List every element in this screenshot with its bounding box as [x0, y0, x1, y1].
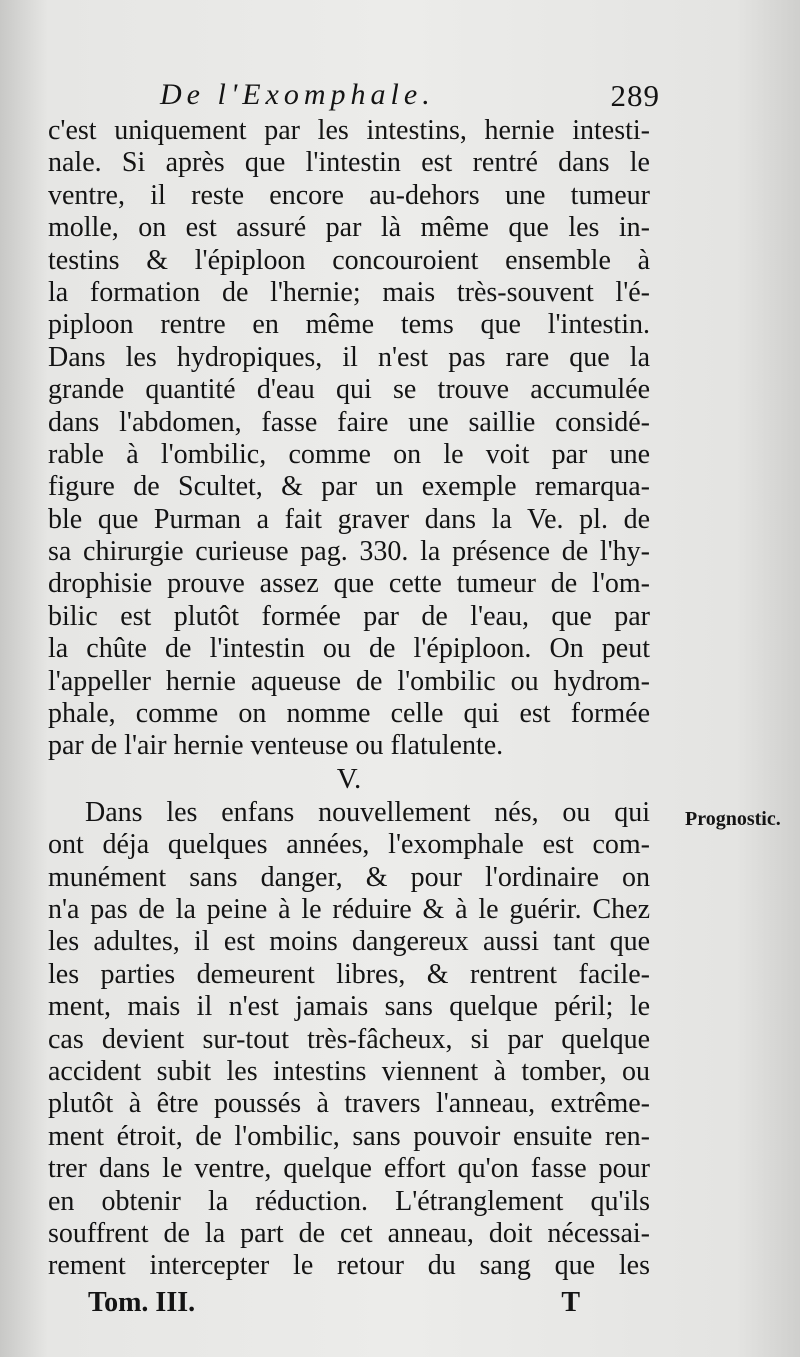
- text-line: ventre, il reste encore au-dehors une tumeur: [48, 179, 650, 211]
- text-line: testins & l'épiploon concouroient ensemble à: [48, 244, 650, 276]
- page-number: 289: [610, 78, 660, 113]
- text-line: par de l'air hernie venteuse ou flatulente.: [48, 730, 504, 762]
- text-line: ble que Purman a fait graver dans la Ve. pl. de: [48, 503, 650, 535]
- text-line: ment, mais il n'est jamais sans quelque péril; le: [48, 991, 650, 1023]
- section-heading: V.: [336, 762, 362, 795]
- text-line: ont déja quelques années, l'exomphale est com-: [48, 829, 650, 861]
- text-line: figure de Scultet, & par un exemple remarqua-: [48, 471, 650, 503]
- text-line: souffrent de la part de cet anneau, doit nécessai-: [48, 1217, 650, 1249]
- text-line: rable à l'ombilic, comme on le voit par une: [48, 438, 650, 470]
- text-line: la chûte de l'intestin ou de l'épiploon. On peut: [48, 633, 650, 665]
- text-line: bilic est plutôt formée par de l'eau, que par: [48, 600, 650, 632]
- text-line: dans l'abdomen, fasse faire une saillie considé-: [48, 406, 650, 438]
- text-line: ment étroit, de l'ombilic, sans pouvoir ensuite ren-: [48, 1120, 650, 1152]
- margin-note: Prognostic.: [685, 808, 781, 830]
- text-line: nale. Si après que l'intestin est rentré dans le: [48, 147, 650, 179]
- text-line: l'appeller hernie aqueuse de l'ombilic ou hydrom-: [48, 665, 650, 697]
- running-header: [160, 78, 660, 118]
- text-line: molle, on est assuré par là même que les in-: [48, 212, 650, 244]
- text-line: les adultes, il est moins dangereux aussi tant que: [48, 926, 650, 958]
- text-line: phale, comme on nomme celle qui est formée: [48, 698, 650, 730]
- gathering-signature: T: [561, 1287, 580, 1318]
- paragraph-before-heading: [48, 115, 650, 763]
- text-line: plutôt à être poussés à travers l'anneau, extrême-: [48, 1088, 650, 1120]
- text-line: la formation de l'hernie; mais très-souvent l'é-: [48, 276, 650, 308]
- text-line: rement intercepter le retour du sang que les: [48, 1250, 650, 1282]
- running-title: De l'Exomphale.: [160, 78, 435, 111]
- text-line: grande quantité d'eau qui se trouve accumulée: [48, 374, 650, 406]
- text-line: cas devient sur-tout très-fâcheux, si par quelque: [48, 1023, 650, 1055]
- text-line: accident subit les intestins viennent à tomber, ou: [48, 1055, 650, 1087]
- text-line: c'est uniquement par les intestins, hernie intesti-: [48, 115, 650, 146]
- text-line: sa chirurgie curieuse pag. 330. la présence de l'hy-: [48, 536, 650, 568]
- volume-signature: Tom. III.: [88, 1287, 196, 1318]
- text-line: en obtenir la réduction. L'étranglement qu'ils: [48, 1185, 650, 1217]
- text-line: munément sans danger, & pour l'ordinaire on: [48, 861, 650, 893]
- text-line: piploon rentre en même tems que l'intestin.: [48, 309, 650, 341]
- text-line: les parties demeurent libres, & rentrent facile-: [48, 958, 650, 990]
- text-line: Dans les enfans nouvellement nés, ou qui: [85, 796, 650, 828]
- text-line: n'a pas de la peine à le réduire & à le guérir. Chez: [48, 893, 650, 925]
- text-line: Dans les hydropiques, il n'est pas rare que la: [48, 341, 650, 373]
- paragraph-after-heading: [48, 797, 650, 1283]
- text-line: trer dans le ventre, quelque effort qu'on fasse pour: [48, 1153, 650, 1185]
- text-line: drophisie prouve assez que cette tumeur de l'om-: [48, 568, 650, 600]
- page-footer: [88, 1287, 580, 1323]
- body-text: [48, 115, 650, 1283]
